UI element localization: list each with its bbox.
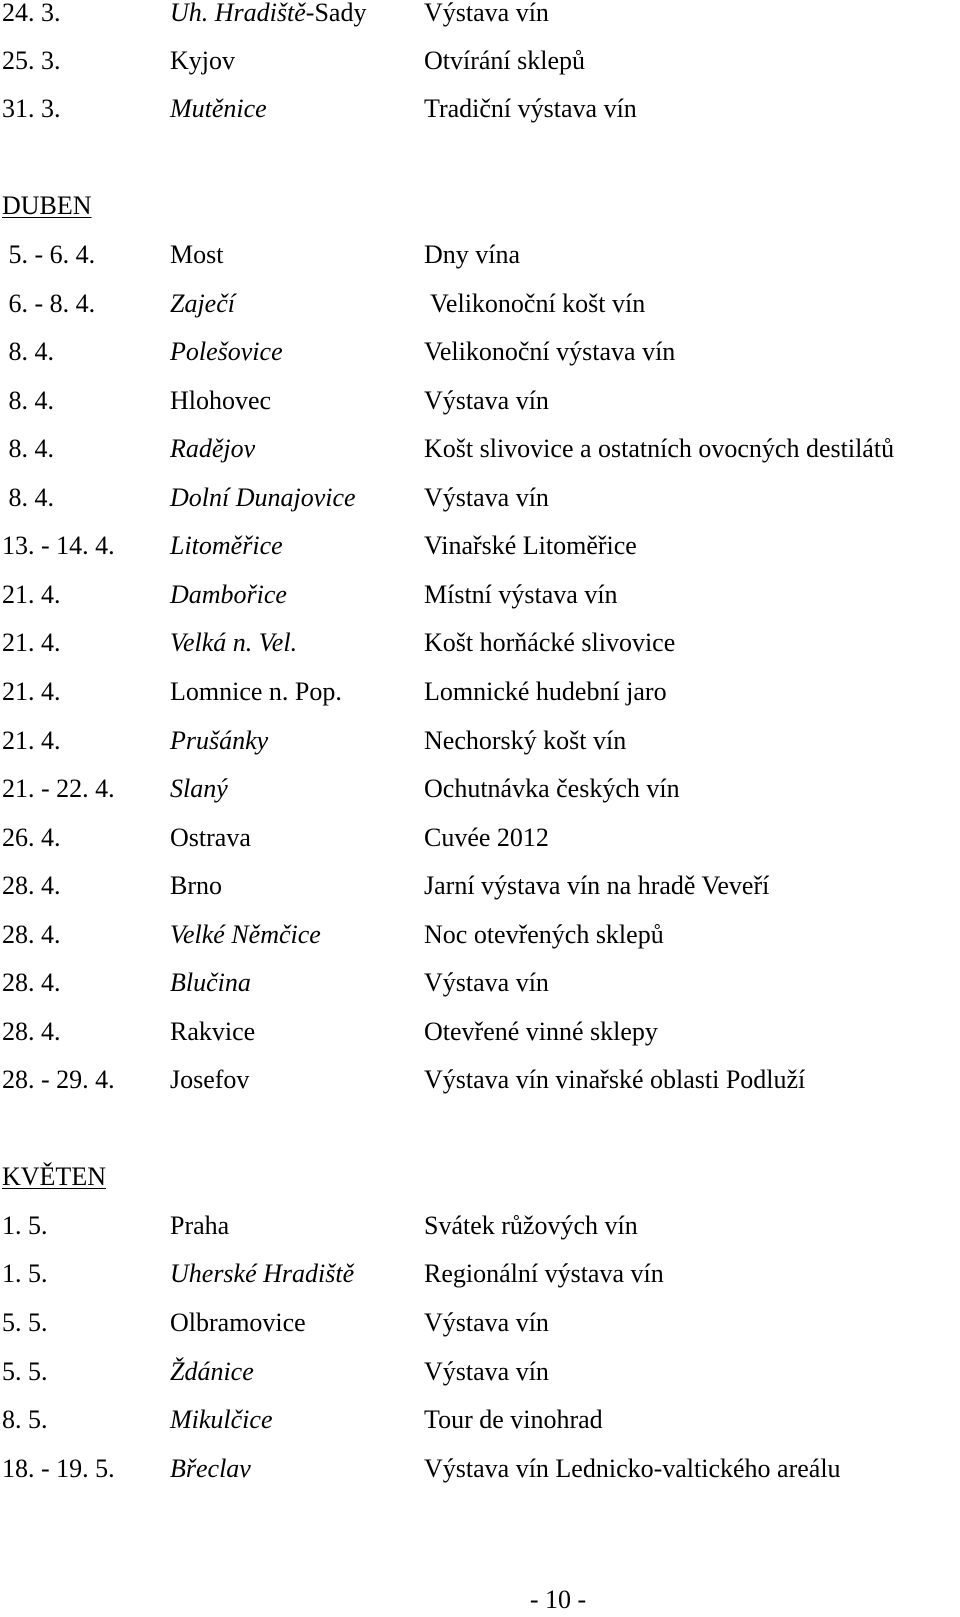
page-number: - 10 - (529, 1585, 587, 1614)
event-name: Tour de vinohrad (424, 1405, 603, 1434)
event-place: Mikulčice (170, 1405, 273, 1434)
list-item (0, 384, 960, 418)
event-name: Výstava vín (424, 1357, 549, 1386)
event-name: Lomnické hudební jaro (424, 677, 667, 706)
list-item (0, 0, 960, 30)
list-item (0, 1015, 960, 1049)
list-item (0, 44, 960, 78)
list-item (0, 626, 960, 660)
event-date: 28. 4. (2, 1017, 61, 1046)
event-name: Velikonoční košt vín (424, 289, 646, 318)
section-heading: DUBEN (2, 191, 92, 220)
event-name: Výstava vín (424, 386, 549, 415)
month-heading-may (0, 1160, 960, 1194)
event-name: Regionální výstava vín (424, 1259, 664, 1288)
event-place: Olbramovice (170, 1308, 306, 1337)
event-place: Uherské Hradiště (170, 1259, 355, 1288)
event-date: 21. 4. (2, 726, 61, 755)
event-date: 28. 4. (2, 968, 61, 997)
event-name: Místní výstava vín (424, 580, 618, 609)
event-date: 26. 4. (2, 823, 61, 852)
event-place: Slaný (170, 774, 228, 803)
event-date: 21. - 22. 4. (2, 774, 115, 803)
list-item (0, 1355, 960, 1389)
event-date: 8. 4. (2, 337, 54, 366)
list-item (0, 1403, 960, 1437)
list-item (0, 432, 960, 466)
event-name: Velikonoční výstava vín (424, 337, 676, 366)
event-place: Ždánice (170, 1357, 254, 1386)
event-name: Výstava vín (424, 968, 549, 997)
event-place: Břeclav (170, 1454, 251, 1483)
event-place: Most (170, 240, 224, 269)
list-item (0, 966, 960, 1000)
list-item (0, 1063, 960, 1097)
event-place: Velké Němčice (170, 920, 321, 949)
event-date: 21. 4. (2, 677, 61, 706)
list-item (0, 918, 960, 952)
event-place: Velká n. Vel. (170, 628, 298, 657)
event-place: Ostrava (170, 823, 251, 852)
event-name: Vinařské Litoměřice (424, 531, 637, 560)
event-name: Košt horňácké slivovice (424, 628, 676, 657)
event-place: Dambořice (170, 580, 287, 609)
event-date: 1. 5. (2, 1259, 48, 1288)
event-date: 24. 3. (2, 0, 61, 27)
event-date: 18. - 19. 5. (2, 1454, 115, 1483)
event-name: Košt slivovice a ostatních ovocných destilátů (424, 434, 895, 463)
event-place: Rakvice (170, 1017, 256, 1046)
event-name: Nechorský košt vín (424, 726, 627, 755)
event-name: Cuvée 2012 (424, 823, 549, 852)
event-date: 8. 4. (2, 386, 54, 415)
event-name: Výstava vín (424, 1308, 549, 1337)
event-place: Dolní Dunajovice (170, 483, 356, 512)
event-place: Prušánky (170, 726, 269, 755)
event-place: Zaječí (170, 289, 235, 318)
event-name: Ochutnávka českých vín (424, 774, 680, 803)
list-item (0, 772, 960, 806)
event-date: 5. - 6. 4. (2, 240, 96, 269)
event-date: 28. 4. (2, 871, 61, 900)
list-item (0, 92, 960, 126)
list-item (0, 529, 960, 563)
event-name: Výstava vín Lednicko-valtického areálu (424, 1454, 841, 1483)
event-place: Hlohovec (170, 386, 272, 415)
list-item (0, 1452, 960, 1486)
list-item (0, 578, 960, 612)
event-date: 28. - 29. 4. (2, 1065, 115, 1094)
event-name: Tradiční výstava vín (424, 94, 637, 123)
event-place: Kyjov (170, 46, 235, 75)
list-item (0, 1257, 960, 1291)
event-place: Josefov (170, 1065, 250, 1094)
event-place: Brno (170, 871, 222, 900)
event-name: Dny vína (424, 240, 521, 269)
event-place: Litoměřice (170, 531, 283, 560)
list-item (0, 1306, 960, 1340)
event-date: 21. 4. (2, 580, 61, 609)
event-name: Otvírání sklepů (424, 46, 586, 75)
event-date: 13. - 14. 4. (2, 531, 115, 560)
event-date: 5. 5. (2, 1357, 48, 1386)
event-name: Svátek růžových vín (424, 1211, 638, 1240)
event-date: 8. 5. (2, 1405, 48, 1434)
event-date: 21. 4. (2, 628, 61, 657)
event-name: Noc otevřených sklepů (424, 920, 664, 949)
list-item (0, 869, 960, 903)
list-item (0, 287, 960, 321)
section-heading: KVĚTEN (2, 1162, 106, 1191)
event-date: 28. 4. (2, 920, 61, 949)
list-item (0, 238, 960, 272)
event-name: Výstava vín (424, 0, 549, 27)
event-name: Výstava vín vinařské oblasti Podluží (424, 1065, 806, 1094)
list-item (0, 675, 960, 709)
event-place: Polešovice (170, 337, 283, 366)
event-date: 8. 4. (2, 434, 54, 463)
event-place: Radějov (170, 434, 256, 463)
list-item (0, 481, 960, 515)
event-name: Otevřené vinné sklepy (424, 1017, 658, 1046)
list-item (0, 1209, 960, 1243)
event-place: Uh. Hradiště-Sady (170, 0, 367, 27)
event-place: Lomnice n. Pop. (170, 677, 342, 706)
month-heading-april (0, 189, 960, 223)
event-place: Praha (170, 1211, 230, 1240)
event-name: Výstava vín (424, 483, 549, 512)
list-item (0, 335, 960, 369)
event-date: 31. 3. (2, 94, 61, 123)
event-date: 8. 4. (2, 483, 54, 512)
event-place: Blučina (170, 968, 251, 997)
event-place: Mutěnice (170, 94, 267, 123)
event-name: Jarní výstava vín na hradě Veveří (424, 871, 770, 900)
list-item (0, 724, 960, 758)
event-date: 25. 3. (2, 46, 61, 75)
event-date: 1. 5. (2, 1211, 48, 1240)
list-item (0, 821, 960, 855)
event-date: 6. - 8. 4. (2, 289, 96, 318)
event-date: 5. 5. (2, 1308, 48, 1337)
